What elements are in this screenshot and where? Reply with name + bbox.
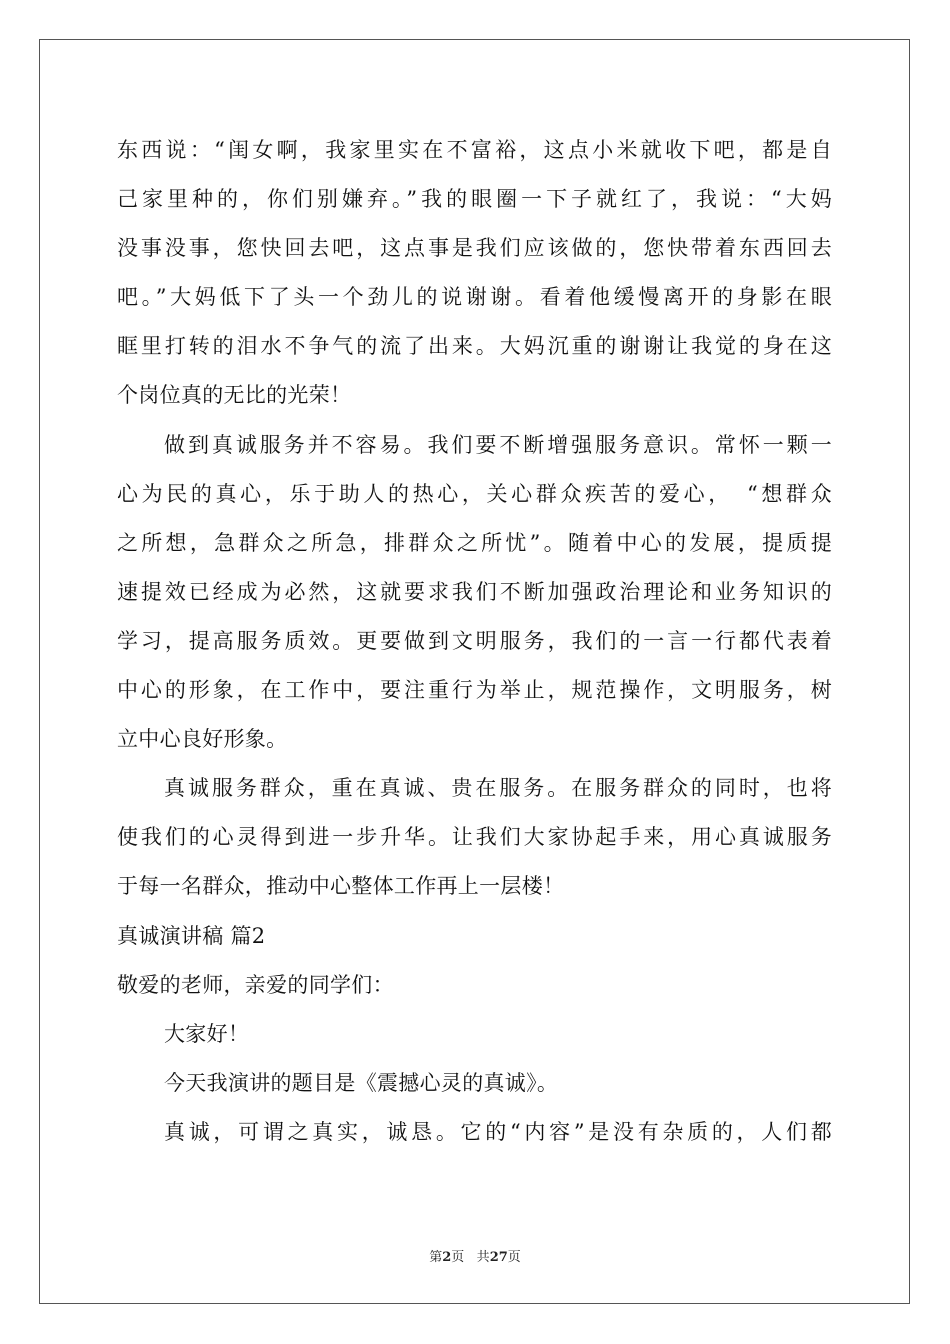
text-line: 没事没事，您快回去吧，这点事是我们应该做的，您快带着东西回去 [117, 236, 832, 261]
text-line: 于每一名群众，推动中心整体工作再上一层楼！ [117, 874, 565, 899]
text-line: 今天我演讲的题目是《震撼心灵的真诚》。 [164, 1070, 559, 1095]
text-line: 真诚服务群众，重在真诚、贵在服务。在服务群众的同时，也将 [164, 776, 832, 801]
text-line: 之所想，急群众之所急，排群众之所忧”。随着中心的发展，提质提 [117, 530, 832, 555]
text-line: 心为民的真心，乐于助人的热心，关心群众疾苦的爱心， “想群众 [117, 481, 832, 506]
text-line: 中心的形象，在工作中，要注重行为举止，规范操作，文明服务，树 [117, 678, 832, 703]
total-pages: 27 [489, 1250, 508, 1265]
text-line: 东西说：“闺女啊，我家里实在不富裕，这点小米就收下吧，都是自 [117, 138, 832, 162]
text-line: 立中心良好形象。 [117, 727, 288, 752]
text-line: 大家好！ [164, 1021, 250, 1046]
text-line: 学习，提高服务质效。更要做到文明服务，我们的一言一行都代表着 [117, 628, 832, 653]
total-suffix: 页 [507, 1250, 521, 1265]
document-body [117, 126, 832, 1157]
page-footer [0, 1246, 950, 1265]
text-line: 真诚，可谓之真实，诚恳。它的“内容”是没有杂质的，人们都 [164, 1119, 832, 1144]
text-line: 真诚演讲稿 篇2 [117, 923, 266, 948]
text-line: 使我们的心灵得到进一步升华。让我们大家协起手来，用心真诚服务 [117, 825, 832, 850]
total-prefix: 共 [476, 1250, 490, 1265]
text-line: 敬爱的老师，亲爱的同学们： [117, 972, 394, 997]
page-number: 2 [442, 1250, 452, 1265]
text-line: 己家里种的，你们别嫌弃。”我的眼圈一下子就红了，我说：“大妈 [117, 187, 832, 212]
page-suffix: 页 [451, 1250, 465, 1265]
text-line: 个岗位真的无比的光荣！ [117, 383, 352, 408]
text-line: 眶里打转的泪水不争气的流了出来。大妈沉重的谢谢让我觉的身在这 [117, 334, 832, 359]
text-line: 速提效已经成为必然，这就要求我们不断加强政治理论和业务知识的 [117, 579, 832, 604]
text-line: 吧。”大妈低下了头一个劲儿的说谢谢。看着他缓慢离开的身影在眼 [117, 285, 832, 310]
text-line: 做到真诚服务并不容易。我们要不断增强服务意识。常怀一颗一 [164, 432, 832, 457]
page-prefix: 第 [429, 1250, 443, 1265]
